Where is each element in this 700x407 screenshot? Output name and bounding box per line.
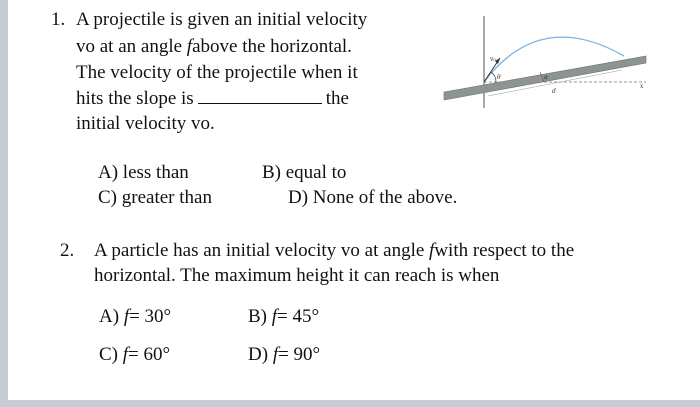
theta-arc — [491, 72, 496, 82]
q2-number: 2. — [60, 240, 75, 261]
distance-label: d — [552, 88, 556, 95]
q1-option-c: C) greater than — [98, 187, 212, 208]
angle-symbol: f — [429, 240, 435, 261]
answer-blank — [198, 88, 322, 104]
q1-option-d: D) None of the above. — [288, 187, 458, 208]
angle-symbol: f — [186, 36, 193, 57]
q1-line-5: initial velocity vo. — [76, 113, 215, 134]
q1-option-b: B) equal to — [262, 162, 347, 183]
q1-line-3: The velocity of the projectile when it — [76, 62, 358, 83]
q1-line-2: vo at an angle fabove the horizontal. — [76, 36, 352, 57]
q2-option-a: A) f= 30° — [99, 306, 172, 327]
left-page-edge — [0, 0, 8, 407]
projectile-slope-figure — [440, 8, 652, 112]
q1-option-a: A) less than — [98, 162, 189, 183]
alpha-label: α — [544, 74, 549, 81]
q2-line-2: horizontal. The maximum height it can reach is when — [94, 265, 500, 286]
x-axis-label: x — [640, 83, 644, 90]
theta-label: θ — [497, 74, 501, 81]
q1-number: 1. — [51, 9, 66, 30]
bottom-page-edge — [0, 400, 700, 407]
q2-line-1: A particle has an initial velocity vo at angle fwith respect to the — [94, 240, 575, 261]
q2-option-c: C) f= 60° — [99, 344, 171, 365]
velocity-label: v₀ — [490, 56, 496, 63]
q1-line-1: A projectile is given an initial velocity — [76, 9, 368, 30]
q1-line-4: hits the slope is the — [76, 88, 349, 109]
q2-option-d: D) f= 90° — [248, 344, 321, 365]
q2-option-b: B) f= 45° — [248, 306, 320, 327]
